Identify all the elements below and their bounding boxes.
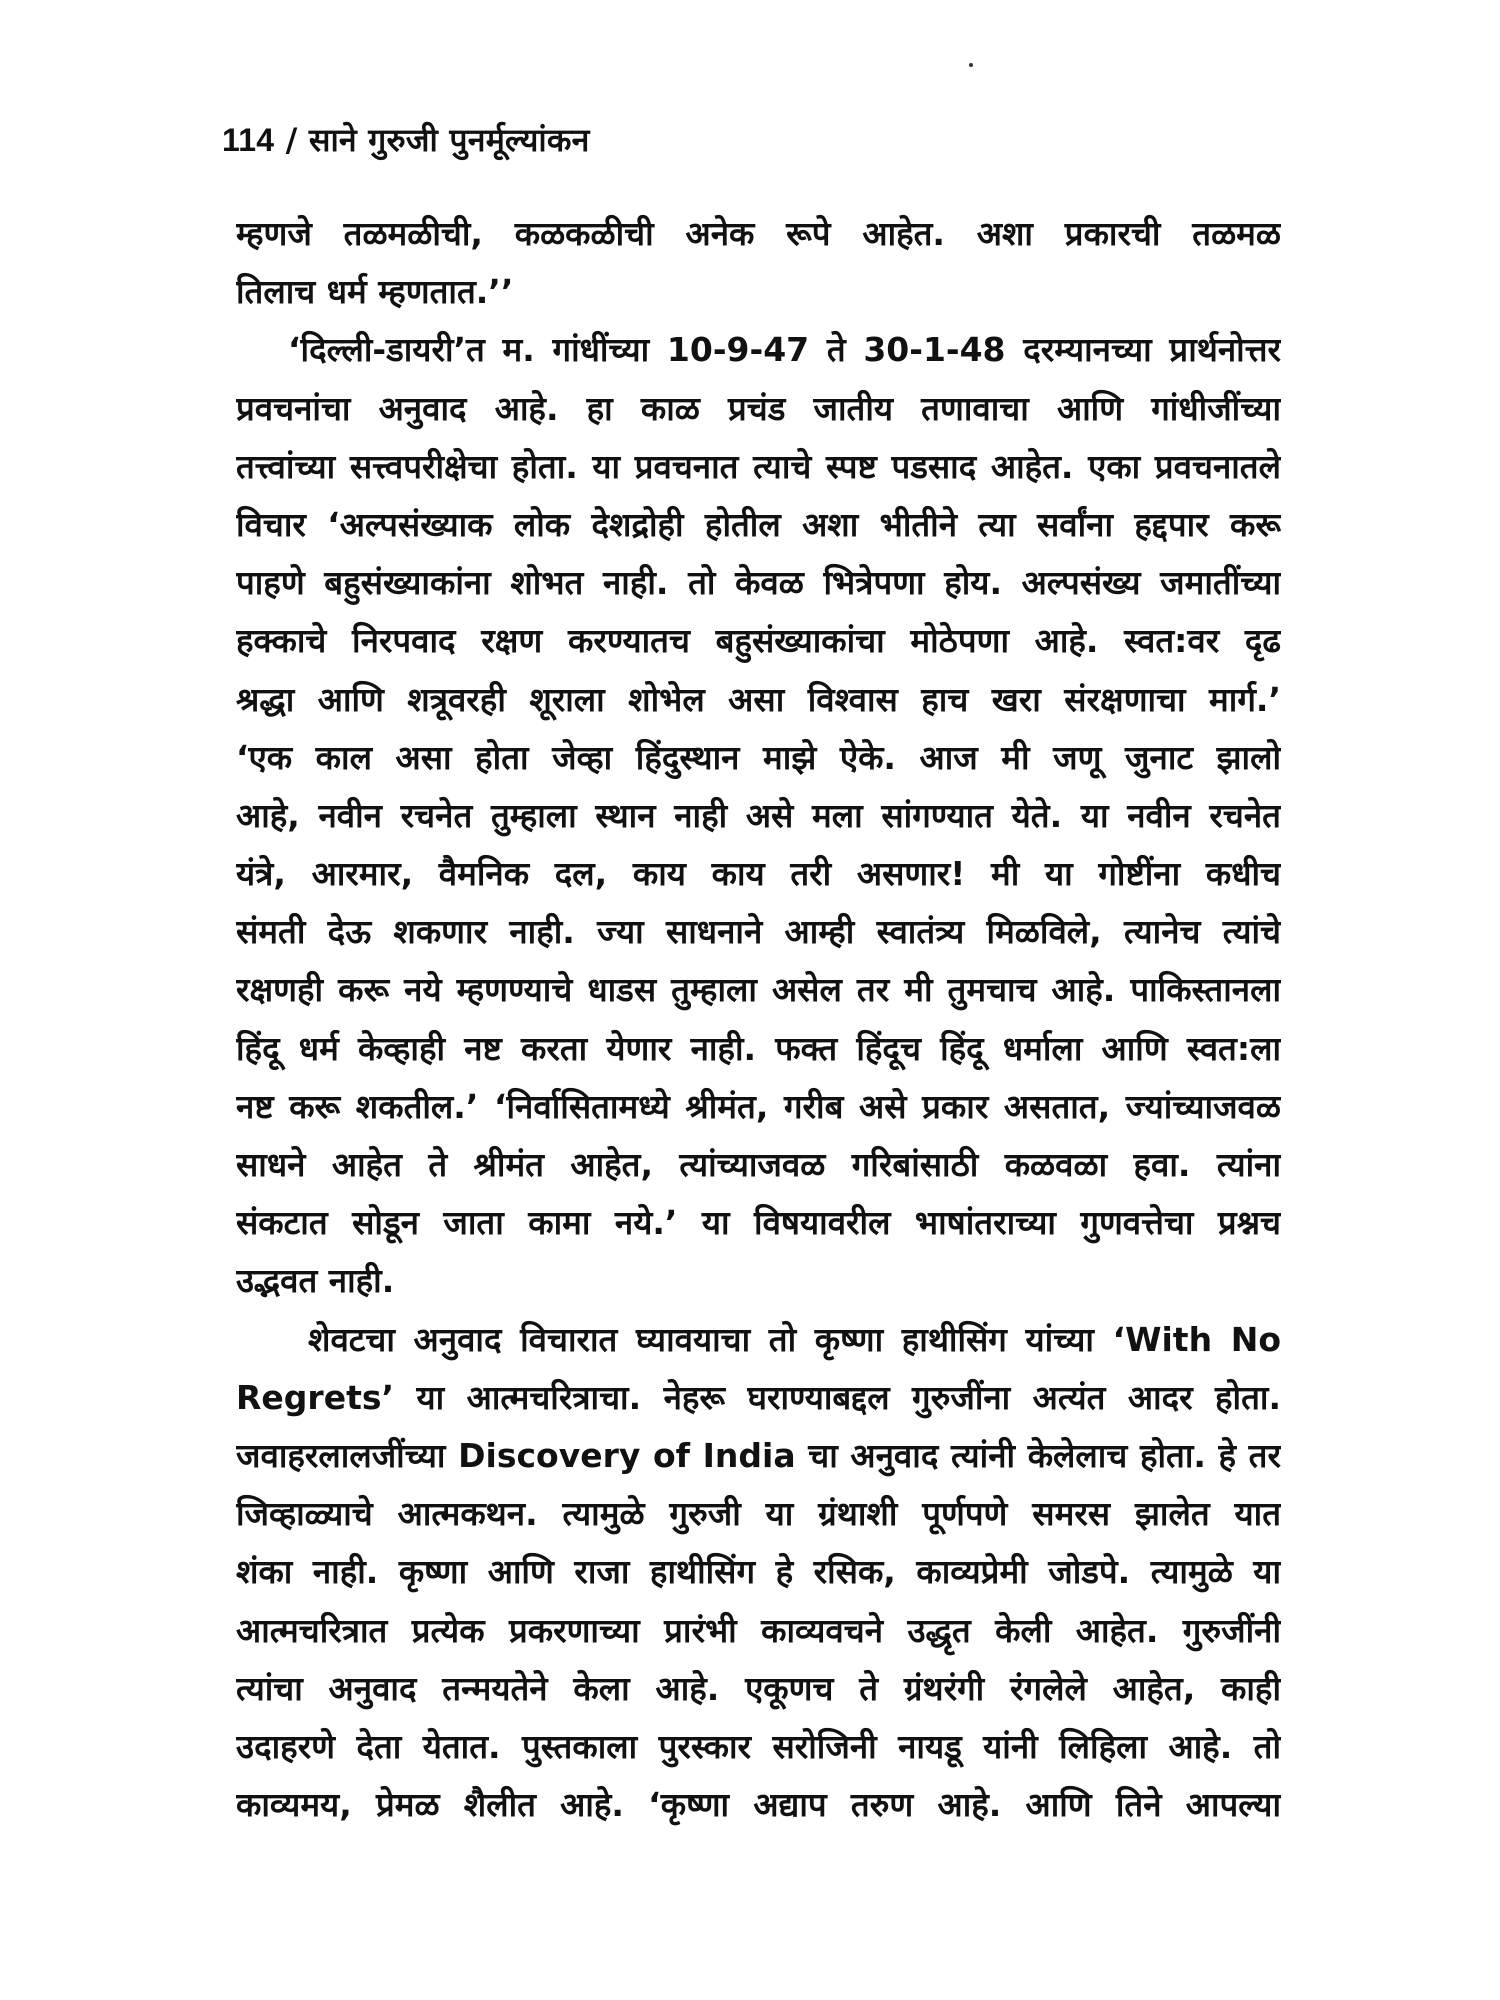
text-line: Regrets’ या आत्मचरित्राचा. नेहरू घराण्याबद्दल गुरुजींना अत्यंत आदर होता.	[236, 1377, 1281, 1417]
text-line: म्हणजे तळमळीची, कळकळीची अनेक रूपे आहेत. अशा प्रकारची तळमळ	[236, 214, 1281, 253]
text-line: तिलाच धर्म म्हणतात.’’	[236, 272, 514, 312]
text-line: रक्षणही करू नये म्हणण्याचे धाडस तुम्हाला असेल तर मी तुमचाच आहे. पाकिस्तानला	[236, 970, 1281, 1010]
text-line: विचार ‘अल्पसंख्याक लोक देशद्रोही होतील अशा भीतीने त्या सर्वांना हद्दपार करू	[236, 504, 1281, 544]
text-line: उद्भवत नाही.	[236, 1261, 395, 1301]
text-line: श्रद्धा आणि शत्रूवरही शूराला शोभेल असा विश्वास हाच खरा संरक्षणाचा मार्ग.’	[236, 679, 1281, 719]
scan-speck	[969, 63, 973, 67]
text-line: जवाहरलालजींच्या Discovery of India चा अनुवाद त्यांनी केलेलाच होता. हे तर	[236, 1435, 1281, 1475]
text-line: नष्ट करू शकतील.’ ‘निर्वासितामध्ये श्रीमंत, गरीब असे प्रकार असतात, ज्यांच्याजवळ	[236, 1086, 1281, 1126]
text-line: साधने आहेत ते श्रीमंत आहेत, त्यांच्याजवळ गरिबांसाठी कळवळा हवा. त्यांना	[236, 1145, 1281, 1184]
text-line: संकटात सोडून जाता कामा नये.’ या विषयावरील भाषांतराच्या गुणवत्तेचा प्रश्नच	[236, 1203, 1281, 1243]
text-line: यंत्रे, आरमार, वैमनिक दल, काय काय तरी असणार! मी या गोष्टींना कधीच	[236, 854, 1281, 894]
text-line: हक्काचे निरपवाद रक्षण करण्यातच बहुसंख्याकांचा मोठेपणा आहे. स्वत:वर दृढ	[236, 621, 1281, 661]
text-line: संमती देऊ शकणार नाही. ज्या साधनाने आम्ही स्वातंत्र्य मिळविले, त्यानेच त्यांचे	[236, 912, 1281, 952]
running-header	[222, 121, 590, 159]
text-line: आत्मचरित्रात प्रत्येक प्रकरणाच्या प्रारंभी काव्यवचने उद्धृत केली आहेत. गुरुजींनी	[236, 1610, 1281, 1650]
page-number: 114	[222, 122, 275, 158]
text-line: उदाहरणे देता येतात. पुस्तकाला पुरस्कार सरोजिनी नायडू यांनी लिहिला आहे. तो	[236, 1726, 1281, 1766]
book-title: साने गुरुजी पुनर्मूल्यांकन	[308, 121, 590, 159]
paragraph-first-line: ‘दिल्ली-डायरी’त म. गांधींच्या 10-9-47 ते 30-1-48 दरम्यानच्या प्रार्थनोत्तर	[288, 330, 1281, 370]
text-line: ‘एक काल असा होता जेव्हा हिंदुस्थान माझे ऐके. आज मी जणू जुनाट झालो	[236, 737, 1281, 777]
text-line: जिव्हाळ्याचे आत्मकथन. त्यामुळे गुरुजी या ग्रंथाशी पूर्णपणे समरस झालेत यात	[236, 1494, 1281, 1534]
text-line: शंका नाही. कृष्णा आणि राजा हाथीसिंग हे रसिक, काव्यप्रेमी जोडपे. त्यामुळे या	[236, 1552, 1281, 1592]
body-text	[236, 205, 1281, 1834]
text-line: तत्त्वांच्या सत्त्वपरीक्षेचा होता. या प्रवचनात त्याचे स्पष्ट पडसाद आहेत. एका प्रवचनातले	[236, 446, 1281, 486]
text-line: त्यांचा अनुवाद तन्मयतेने केला आहे. एकूणच ते ग्रंथरंगी रंगलेले आहेत, काही	[236, 1668, 1281, 1708]
text-line: आहे, नवीन रचनेत तुम्हाला स्थान नाही असे मला सांगण्यात येते. या नवीन रचनेत	[236, 795, 1281, 835]
paragraph-first-line: शेवटचा अनुवाद विचारात घ्यावयाचा तो कृष्णा हाथीसिंग यांच्या ‘With No	[308, 1319, 1281, 1359]
header-separator: /	[274, 121, 309, 159]
text-line: प्रवचनांचा अनुवाद आहे. हा काळ प्रचंड जातीय तणावाचा आणि गांधीजींच्या	[236, 388, 1281, 428]
text-line: पाहणे बहुसंख्याकांना शोभत नाही. तो केवळ भित्रेपणा होय. अल्पसंख्य जमातींच्या	[236, 563, 1281, 603]
text-line: हिंदू धर्म केव्हाही नष्ट करता येणार नाही. फक्त हिंदूच हिंदू धर्माला आणि स्वत:ला	[236, 1028, 1281, 1068]
text-line: काव्यमय, प्रेमळ शैलीत आहे. ‘कृष्णा अद्याप तरुण आहे. आणि तिने आपल्या	[236, 1785, 1281, 1825]
